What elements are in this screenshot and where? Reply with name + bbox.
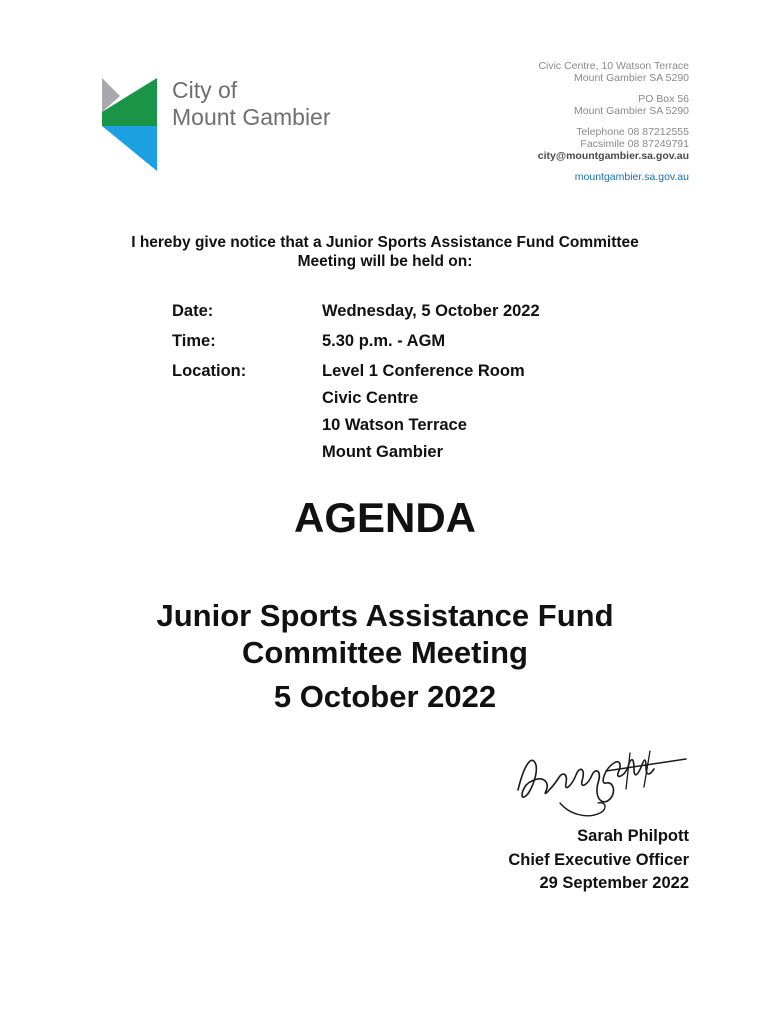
date-value: Wednesday, 5 October 2022 bbox=[322, 302, 540, 320]
time-row bbox=[172, 328, 540, 355]
meeting-title bbox=[0, 597, 770, 671]
time-value: 5.30 p.m. - AGM bbox=[322, 332, 446, 350]
logo-text-line2: Mount Gambier bbox=[172, 104, 331, 130]
date-label: Date: bbox=[172, 302, 214, 320]
location-line: Mount Gambier bbox=[322, 443, 444, 461]
po-box-city: Mount Gambier SA 5290 bbox=[574, 105, 689, 117]
contact-details bbox=[538, 60, 689, 183]
meeting-title-line2: Committee Meeting bbox=[242, 635, 528, 670]
meeting-title-line1: Junior Sports Assistance Fund bbox=[156, 598, 614, 633]
meeting-notice bbox=[0, 233, 770, 271]
date-row bbox=[172, 298, 540, 325]
signatory-date: 29 September 2022 bbox=[539, 874, 689, 892]
location-label: Location: bbox=[172, 362, 247, 380]
location-line: Level 1 Conference Room bbox=[322, 362, 525, 380]
meeting-details bbox=[172, 298, 540, 466]
time-label: Time: bbox=[172, 332, 216, 350]
logo-text bbox=[172, 77, 331, 131]
agenda-heading: AGENDA bbox=[293, 494, 476, 541]
signatory-name: Sarah Philpott bbox=[577, 827, 689, 845]
notice-line2: Meeting will be held on: bbox=[297, 253, 473, 270]
logo-text-line1: City of bbox=[172, 77, 238, 103]
address-line1: Civic Centre, 10 Watson Terrace bbox=[538, 60, 689, 72]
facsimile: Facsimile 08 87249791 bbox=[580, 138, 689, 150]
city-of-mount-gambier-logo bbox=[100, 76, 160, 174]
location-line: 10 Watson Terrace bbox=[322, 416, 467, 434]
telephone: Telephone 08 87212555 bbox=[576, 126, 689, 138]
signatory-title: Chief Executive Officer bbox=[508, 850, 689, 869]
address-line2: Mount Gambier SA 5290 bbox=[574, 72, 689, 84]
logo-blue-shape bbox=[102, 126, 157, 171]
notice-line1: I hereby give notice that a Junior Sports Assistance Fund Committee bbox=[131, 234, 639, 251]
meeting-date: 5 October 2022 bbox=[273, 679, 497, 714]
signatory-block bbox=[508, 825, 689, 896]
location-row bbox=[172, 358, 540, 466]
website-link[interactable]: mountgambier.sa.gov.au bbox=[574, 171, 689, 183]
location-line: Civic Centre bbox=[322, 389, 419, 407]
po-box: PO Box 56 bbox=[638, 93, 689, 105]
signature-image bbox=[510, 745, 690, 825]
email-link[interactable]: city@mountgambier.sa.gov.au bbox=[537, 150, 689, 162]
